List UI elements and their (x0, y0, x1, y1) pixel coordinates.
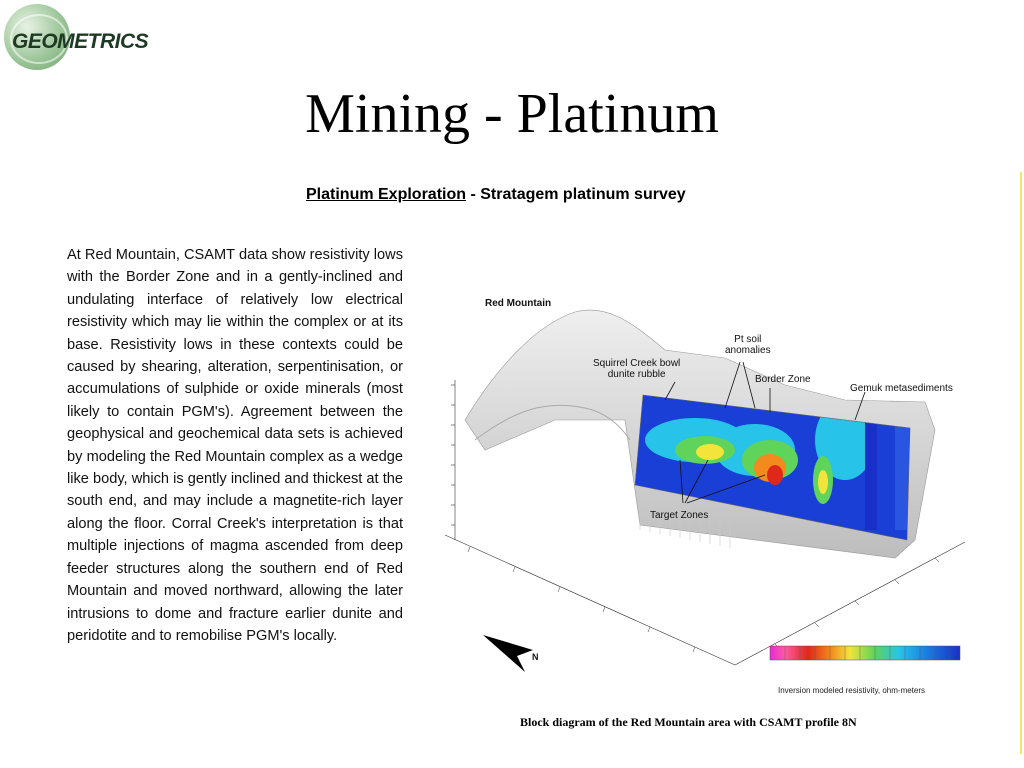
label-gemuk: Gemuk metasediments (850, 383, 953, 394)
subtitle (306, 186, 686, 204)
geometrics-logo (4, 4, 174, 74)
label-target-zones: Target Zones (650, 510, 709, 521)
label-pt-soil: Pt soil anomalies (725, 334, 771, 356)
label-red-mountain: Red Mountain (485, 298, 552, 309)
north-arrow-icon (483, 635, 533, 672)
block-diagram-graphic (425, 290, 1005, 715)
label-squirrel-creek: Squirrel Creek bowl dunite rubble (593, 358, 681, 380)
body-paragraph: At Red Mountain, CSAMT data show resistivity lows with the Border Zone and in a gently-inclined and undulating interface of relatively low electrical resistivity which may lie within the complex or at its base. Resistivity lows in these contexts could be caused by shearing, alteration, serpentinisation, or accumulations of sulphide or oxide minerals (most likely to contain PGM's). Agreement between the geophysical and geochemical data sets is achieved by modeling the Red Mountain complex as a wedge like body, which is gently inclined and thickest at the south end, and may include a magnetite-rich layer along the floor. Corral Creek's interpretation is that multiple injections of magma ascended from deep feeder structures along the southern end of Red Mountain and moved northward, allowing the later intrusions to dome and fracture earlier dunite and peridotite and to remobilise PGM's locally. (67, 247, 403, 644)
label-border-zone: Border Zone (755, 374, 811, 385)
subtitle-rest: - Stratagem platinum survey (466, 186, 686, 203)
side-rule (1020, 172, 1022, 754)
subtitle-link: Platinum Exploration (306, 186, 467, 203)
figure-caption: Block diagram of the Red Mountain area with CSAMT profile 8N (520, 715, 857, 729)
logo-text: GEOMETRICS (12, 30, 149, 53)
north-arrow-label: N (532, 652, 539, 662)
slide-title: Mining - Platinum (305, 83, 719, 145)
legend-bar (770, 646, 960, 660)
legend-title: Inversion modeled resistivity, ohm-meters (778, 686, 926, 695)
block-diagram-figure (425, 290, 1005, 715)
